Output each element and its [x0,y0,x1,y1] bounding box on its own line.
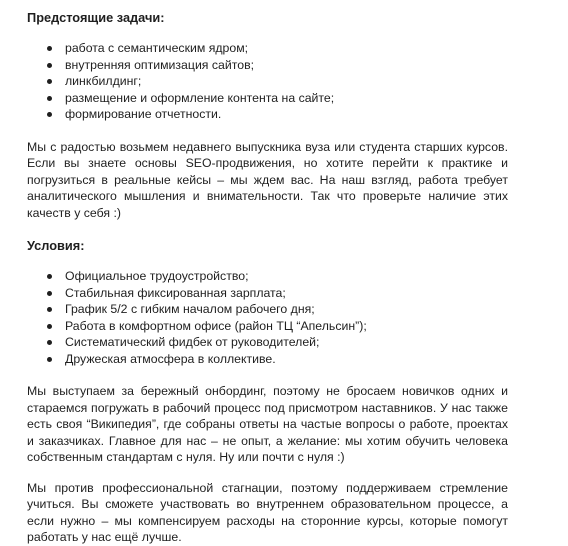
onboarding-paragraph: Мы выступаем за бережный онбординг, поэтому не бросаем новичков одних и стараемся погружать в рабочий процесс под присмотром наставников. У нас также есть своя “Википедия”, где собраны ответы на частые вопросы о работе, проектах и заказчиках. Главное для нас – не опыт, а желание: мы хотим обучить человека собственным стандартам с нуля. Ну или почти с нуля :) [27,384,508,464]
list-item: формирование отчетности. [27,106,508,123]
list-item: Официальное трудоустройство; [27,268,508,285]
conditions-list [27,268,508,367]
list-item: Систематический фидбек от руководителей; [27,334,508,351]
list-item: Работа в комфортном офисе (район ТЦ “Апельсин”); [27,318,508,335]
list-item: Стабильная фиксированная зарплата; [27,285,508,302]
growth-paragraph: Мы против профессиональной стагнации, поэтому поддерживаем стремление учиться. Вы сможете участвовать во внутреннем образовательном процессе, а если нужно – мы компенсируем расходы на сторонние курсы, которые помогут работать у нас ещё лучше. [27,480,508,544]
list-item: График 5/2 с гибким началом рабочего дня; [27,301,508,318]
job-description [27,6,508,546]
tasks-heading: Предстоящие задачи: [27,10,165,25]
list-item: линкбилдинг; [27,73,508,90]
list-item: внутренняя оптимизация сайтов; [27,57,508,74]
conditions-heading: Условия: [27,238,85,253]
tasks-list [27,40,508,123]
intro-paragraph: Мы с радостью возьмем недавнего выпускника вуза или студента старших курсов. Если вы знаете основы SEO-продвижения, но хотите перейти к практике и погрузиться в реальные кейсы – мы ждем вас. На наш взгляд, работа требует аналитического мышления и внимательности. Так что проверьте наличие этих качеств у себя :) [27,139,508,220]
list-item: Дружеская атмосфера в коллективе. [27,351,508,368]
list-item: работа с семантическим ядром; [27,40,508,57]
list-item: размещение и оформление контента на сайте; [27,90,508,107]
